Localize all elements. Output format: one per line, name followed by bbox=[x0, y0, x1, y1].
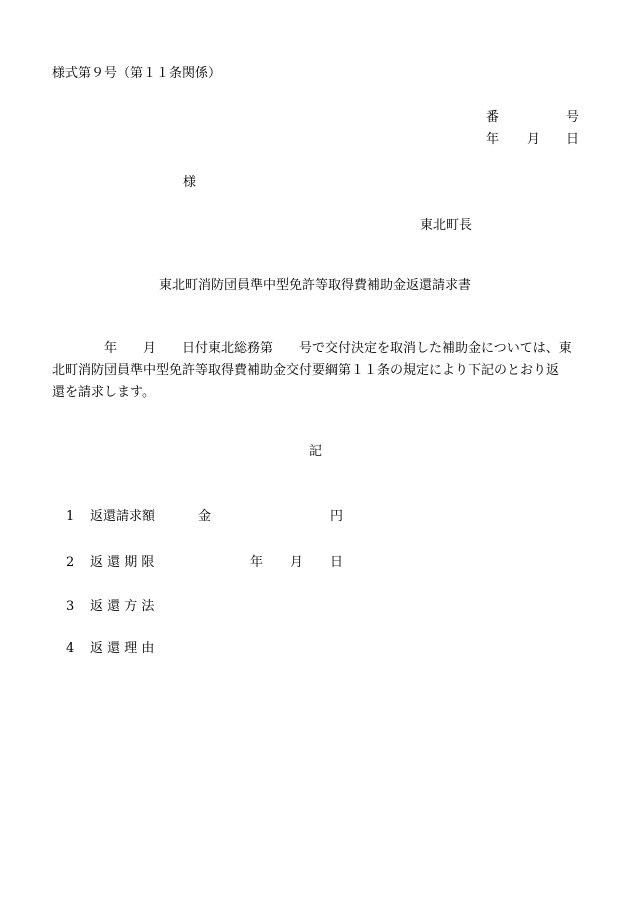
item-label: 返 還 期 限 bbox=[90, 555, 155, 570]
form-number-label: 様式第９号（第１１条関係） bbox=[52, 66, 222, 81]
ki-heading: 記 bbox=[309, 444, 323, 459]
date-month-label: 月 bbox=[527, 132, 541, 147]
item-number: 4 bbox=[66, 641, 75, 656]
document-number-suffix: 号 bbox=[566, 110, 580, 125]
item-label: 返還請求額 bbox=[90, 509, 156, 524]
amount-unit: 円 bbox=[330, 509, 344, 524]
date-day-label: 日 bbox=[566, 132, 580, 147]
item-label: 返 還 方 法 bbox=[90, 599, 155, 614]
amount-prefix: 金 bbox=[198, 509, 212, 524]
deadline-day: 日 bbox=[330, 555, 344, 570]
item-number: 3 bbox=[66, 599, 75, 614]
item-label: 返 還 理 由 bbox=[90, 641, 155, 656]
body-line-2: 北町消防団員準中型免許等取得費補助金交付要綱第１１条の規定により下記のとおり返 bbox=[52, 363, 560, 378]
document-title: 東北町消防団員準中型免許等取得費補助金返還請求書 bbox=[158, 278, 471, 293]
deadline-year: 年 bbox=[250, 555, 264, 570]
issuer-name: 東北町長 bbox=[420, 218, 473, 233]
body-line-1: 年 月 日付東北総務第 号で交付決定を取消した補助金については、東 bbox=[52, 341, 572, 356]
item-number: 2 bbox=[66, 555, 75, 570]
date-year-label: 年 bbox=[486, 132, 500, 147]
body-paragraph bbox=[52, 338, 580, 404]
document-number-label: 番 bbox=[486, 110, 500, 125]
item-number: 1 bbox=[66, 509, 75, 524]
addressee-honorific: 様 bbox=[183, 175, 197, 190]
deadline-month: 月 bbox=[290, 555, 304, 570]
body-line-3: 還を請求します。 bbox=[52, 385, 155, 400]
